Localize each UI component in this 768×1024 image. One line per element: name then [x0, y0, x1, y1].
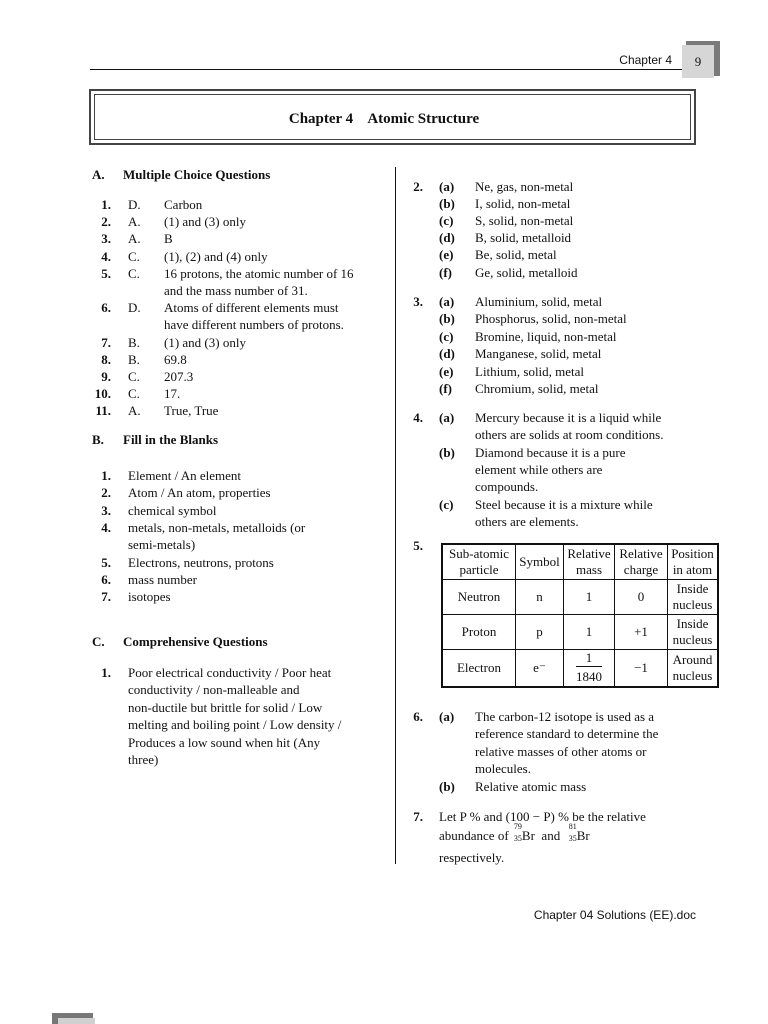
- answer-text: relative masses of other atoms or: [475, 743, 647, 759]
- cell-mass-fraction: $\frac{1}{1840}$: [564, 649, 615, 687]
- cell-particle: Electron: [442, 649, 516, 687]
- mc-choice: C.: [128, 265, 140, 281]
- chapter-title: Chapter 4 Atomic Structure: [288, 111, 480, 127]
- sub-label: (e): [439, 363, 454, 379]
- header-rule: [90, 69, 682, 70]
- blank-number: 6.: [101, 571, 111, 587]
- answer-text: The carbon-12 isotope is used as a: [475, 709, 655, 724]
- mc-answer-text: 207.3: [164, 369, 194, 384]
- cell-mass: 1: [564, 614, 615, 649]
- blank-number: 4.: [101, 519, 111, 535]
- answer-text: Ne, gas, non-metal: [475, 179, 574, 194]
- column-divider: [395, 167, 396, 864]
- mc-answer-text: Atoms of different elements must: [164, 300, 339, 316]
- corner-mark: [58, 1018, 95, 1024]
- comprehensive-answer-text: conductivity / non-malleable and: [128, 682, 300, 698]
- blank-answer-text: Electrons, neutrons, protons: [128, 554, 274, 570]
- mc-choice: C.: [128, 369, 140, 384]
- blank-answer-text: chemical symbol: [128, 502, 217, 518]
- section-b-heading: B. Fill in the Blanks: [92, 432, 218, 447]
- mc-answer-text: and the mass number of 31.: [164, 283, 308, 298]
- mc-choice: A.: [128, 214, 141, 230]
- mc-choice: B.: [128, 351, 140, 367]
- subatomic-table: [441, 543, 719, 688]
- sub-label: (c): [439, 496, 454, 512]
- answer-text: Manganese, solid, metal: [475, 346, 602, 362]
- blank-number: 7.: [101, 589, 111, 605]
- sub-label: (d): [439, 230, 455, 246]
- table-row: [442, 614, 718, 649]
- cell-charge: 0: [615, 579, 668, 614]
- blank-number: 2.: [101, 485, 111, 501]
- answer-text: Mercury because it is a liquid while: [475, 410, 662, 425]
- answer-text: B, solid, metalloid: [475, 230, 572, 246]
- answer-text: Bromine, liquid, non-metal: [475, 328, 617, 344]
- mc-answer-text: 17.: [164, 386, 181, 402]
- comprehensive-answer-text: Produces a low sound when hit (Any: [128, 734, 321, 750]
- cell-position: Inside nucleus: [668, 579, 719, 614]
- mc-number: 9.: [101, 369, 111, 384]
- header-subatomic-particle: Sub-atomic particle: [442, 544, 516, 579]
- answer-text: Lithium, solid, metal: [475, 363, 585, 379]
- sub-label: (b): [439, 196, 455, 212]
- answer-text: Phosphorus, solid, non-metal: [475, 311, 627, 327]
- answer-text: Steel because it is a mixture while: [475, 496, 653, 512]
- mc-number: 6.: [101, 300, 111, 316]
- mc-choice: A.: [128, 231, 141, 247]
- sub-label: (d): [439, 346, 455, 362]
- running-header-chapter: Chapter 4: [619, 53, 672, 67]
- answer-text: reference standard to determine the: [475, 726, 659, 742]
- footer-filename: Chapter 04 Solutions (EE).doc: [533, 908, 696, 922]
- sub-label: (a): [439, 410, 455, 425]
- answer-text: I, solid, non-metal: [475, 196, 571, 212]
- answer-text: others are solids at room conditions.: [475, 427, 664, 443]
- sub-label: (f): [439, 381, 452, 396]
- mc-choice: C.: [128, 386, 140, 402]
- mc-number: 3.: [101, 231, 111, 247]
- answer-text: Ge, solid, metalloid: [475, 264, 578, 280]
- answer-text: Chromium, solid, metal: [475, 381, 599, 396]
- section-c-heading: C. Comprehensive Questions: [92, 634, 268, 649]
- sub-label: (b): [439, 444, 455, 460]
- sub-label: (a): [439, 294, 455, 309]
- blank-answer-text: semi-metals): [128, 537, 196, 553]
- isotope-br-79: 79 35: [513, 822, 522, 843]
- question-number: 6.: [413, 709, 423, 724]
- mc-choice: D.: [128, 197, 141, 212]
- sub-label: (b): [439, 778, 455, 794]
- comprehensive-answer-text: Poor electrical conductivity / Poor heat: [128, 665, 332, 680]
- cell-symbol: n: [516, 579, 564, 614]
- cell-charge: +1: [615, 614, 668, 649]
- mc-number: 10.: [94, 386, 111, 402]
- table-header-row: [442, 544, 718, 579]
- cell-charge: −1: [615, 649, 668, 687]
- mc-choice: D.: [128, 300, 141, 316]
- mc-number: 7.: [101, 334, 111, 350]
- cell-symbol: e⁻: [516, 649, 564, 687]
- page-number: 9: [682, 45, 714, 78]
- comprehensive-answer-text: melting and boiling point / Low density /: [128, 717, 342, 733]
- table-row: [442, 579, 718, 614]
- comprehensive-answer-text: three): [128, 752, 159, 767]
- blank-answer-text: isotopes: [128, 589, 171, 605]
- mc-number: 1.: [101, 197, 111, 212]
- mc-choice: C.: [128, 248, 140, 264]
- question-7-line-2: abundance of 79 35 Br and 81 35 Br: [439, 822, 590, 843]
- mc-answer-text: Carbon: [164, 197, 203, 212]
- sub-label: (a): [439, 709, 455, 724]
- sub-label: (f): [439, 264, 452, 280]
- comprehensive-number: 1.: [101, 665, 111, 680]
- blank-answer-text: Atom / An atom, properties: [128, 485, 271, 501]
- answer-text: others are elements.: [475, 513, 579, 529]
- sub-label: (b): [439, 311, 455, 327]
- blank-number: 5.: [101, 554, 111, 570]
- mc-number: 2.: [101, 214, 111, 230]
- sub-label: (e): [439, 247, 454, 263]
- cell-position: Around nucleus: [668, 649, 719, 687]
- mc-answer-text: (1), (2) and (4) only: [164, 248, 268, 264]
- cell-particle: Neutron: [442, 579, 516, 614]
- answer-text: molecules.: [475, 761, 531, 777]
- blank-number: 1.: [101, 468, 111, 483]
- section-a-heading: A. Multiple Choice Questions: [92, 167, 271, 182]
- header-relative-charge: Relative charge: [615, 544, 668, 579]
- mc-answer-text: have different numbers of protons.: [164, 317, 344, 333]
- isotope-br-81: 81 35: [568, 822, 577, 843]
- question-7-line-3: respectively.: [439, 850, 505, 865]
- mc-answer-text: (1) and (3) only: [164, 214, 246, 230]
- answer-text: compounds.: [475, 479, 539, 495]
- mc-answer-text: 69.8: [164, 351, 187, 367]
- mc-number: 5.: [101, 265, 111, 281]
- answer-text: Be, solid, metal: [475, 247, 557, 263]
- cell-symbol: p: [516, 614, 564, 649]
- answer-text: Aluminium, solid, metal: [475, 294, 603, 309]
- mc-choice: B.: [128, 334, 140, 350]
- mc-answer-text: True, True: [164, 403, 219, 419]
- cell-mass: 1: [564, 579, 615, 614]
- cell-particle: Proton: [442, 614, 516, 649]
- blank-answer-text: metals, non-metals, metalloids (or: [128, 519, 306, 535]
- answer-text: Relative atomic mass: [475, 778, 587, 794]
- mc-number: 4.: [101, 248, 111, 264]
- mc-answer-text: (1) and (3) only: [164, 334, 246, 350]
- answer-text: Diamond because it is a pure: [475, 444, 626, 460]
- header-relative-mass: Relative mass: [564, 544, 615, 579]
- mc-answer-text: B: [164, 231, 173, 247]
- mc-number: 8.: [101, 351, 111, 367]
- blank-answer-text: Element / An element: [128, 468, 241, 483]
- blank-answer-text: mass number: [128, 571, 197, 587]
- answer-text: S, solid, non-metal: [475, 213, 574, 229]
- question-number: 3.: [413, 294, 423, 309]
- answer-text: element while others are: [475, 461, 603, 477]
- sub-label: (c): [439, 328, 454, 344]
- cell-position: Inside nucleus: [668, 614, 719, 649]
- mc-number: 11.: [95, 403, 111, 419]
- mc-choice: A.: [128, 403, 141, 419]
- comprehensive-answer-text: non-ductile but brittle for solid / Low: [128, 699, 323, 715]
- question-number: 4.: [413, 410, 423, 425]
- blank-number: 3.: [101, 502, 111, 518]
- header-position: Position in atom: [668, 544, 719, 579]
- question-number: 2.: [413, 179, 423, 194]
- sub-label: (a): [439, 179, 455, 194]
- sub-label: (c): [439, 213, 454, 229]
- table-row: [442, 649, 718, 687]
- header-symbol: Symbol: [516, 544, 564, 579]
- mc-answer-text: 16 protons, the atomic number of 16: [164, 265, 354, 281]
